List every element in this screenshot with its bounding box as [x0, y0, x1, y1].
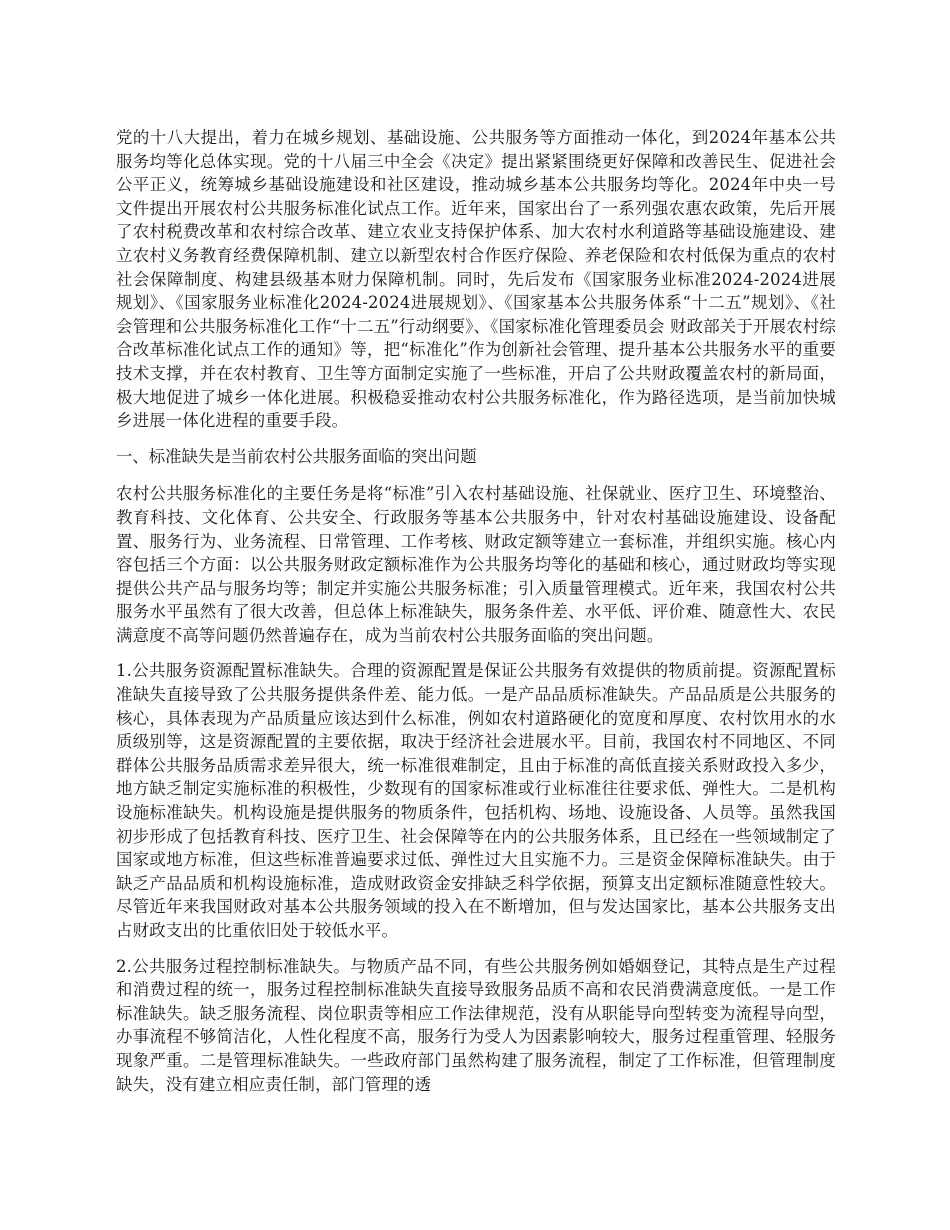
section-paragraph: 农村公共服务标准化的主要任务是将“标准”引入农村基础设施、社保就业、医疗卫生、环境整治、教育科技、文化体育、公共安全、行政服务等基本公共服务中，针对农村基础设施建设、设备配置、服务行为、业务流程、日常管理、工作考核、财政定额等建立一套标准，并组织实施。核心内容包括三个方面：以公共服务财政定额标准作为公共服务均等化的基础和核心，通过财政均等实现提供公共产品与服务均等；制定并实施公共服务标准；引入质量管理模式。近年来，我国农村公共服务水平虽然有了很大改善，但总体上标准缺失，服务条件差、水平低、评价难、随意性大、农民满意度不高等问题仍然普遍存在，成为当前农村公共服务面临的突出问题。	[116, 484, 836, 645]
point2-paragraph: 2.公共服务过程控制标准缺失。与物质产品不同，有些公共服务例如婚姻登记，其特点是生产过程和消费过程的统一，服务过程控制标准缺失直接导致服务品质不高和农民消费满意度低。一是工作标准缺失。缺乏服务流程、岗位职责等相应工作法律规范，没有从职能导向型转变为流程导向型，办事流程不够简洁化，人性化程度不高，服务行为受人为因素影响较大，服务过程重管理、轻服务现象严重。二是管理标准缺失。一些政府部门虽然构建了服务流程，制定了工作标准，但管理制度缺失，没有建立相应责任制，部门管理的透	[116, 956, 836, 1094]
point1-paragraph: 1.公共服务资源配置标准缺失。合理的资源配置是保证公共服务有效提供的物质前提。资源配置标准缺失直接导致了公共服务提供条件差、能力低。一是产品品质标准缺失。产品品质是公共服务的核心，具体表现为产品质量应该达到什么标准，例如农村道路硬化的宽度和厚度、农村饮用水的水质级别等，这是资源配置的主要依据，取决于经济社会进展水平。目前，我国农村不同地区、不同群体公共服务品质需求差异很大，统一标准很难制定，且由于标准的高低直接关系财政投入多少，地方缺乏制定实施标准的积极性，少数现有的国家标准或行业标准往往要求低、弹性大。二是机构设施标准缺失。机构设施是提供服务的物质条件，包括机构、场地、设施设备、人员等。虽然我国初步形成了包括教育科技、医疗卫生、社会保障等在内的公共服务体系，且已经在一些领域制定了国家或地方标准，但这些标准普遍要求过低、弹性过大且实施不力。三是资金保障标准缺失。由于缺乏产品品质和机构设施标准，造成财政资金安排缺乏科学依据，预算支出定额标准随意性较大。尽管近年来我国财政对基本公共服务领域的投入在不断增加，但与发达国家比，基本公共服务支出占财政支出的比重依旧处于较低水平。	[116, 661, 836, 940]
intro-paragraph: 党的十八大提出，着力在城乡规划、基础设施、公共服务等方面推动一体化，到2024年基本公共服务均等化总体实现。党的十八届三中全会《决定》提出紧紧围绕更好保障和改善民生、促进社会公平正义，统筹城乡基础设施建设和社区建设，推动城乡基本公共服务均等化。2024年中央一号文件提出开展农村公共服务标准化试点工作。近年来，国家出台了一系列强农惠农政策，先后开展了农村税费改革和农村综合改革、建立农业支持保护体系、加大农村水利道路等基础设施建设、建立农村义务教育经费保障机制、建立以新型农村合作医疗保险、养老保险和农村低保为重点的农村社会保障制度、构建县级基本财力保障机制。同时，先后发布《国家服务业标准2024-2024进展规划》、《国家服务业标准化2024-2024进展规划》、《国家基本公共服务体系“十二五”规划》、《社会管理和公共服务标准化工作“十二五”行动纲要》、《国家标准化管理委员会 财政部关于开展农村综合改革标准化试点工作的通知》等，把“标准化”作为创新社会管理、提升基本公共服务水平的重要技术支撑，并在农村教育、卫生等方面制定实施了一些标准，开启了公共财政覆盖农村的新局面，极大地促进了城乡一体化进展。积极稳妥推动农村公共服务标准化，作为路径选项，是当前加快城乡进展一体化进程的重要手段。	[116, 128, 836, 431]
section-heading: 一、标准缺失是当前农村公共服务面临的突出问题	[116, 446, 477, 466]
